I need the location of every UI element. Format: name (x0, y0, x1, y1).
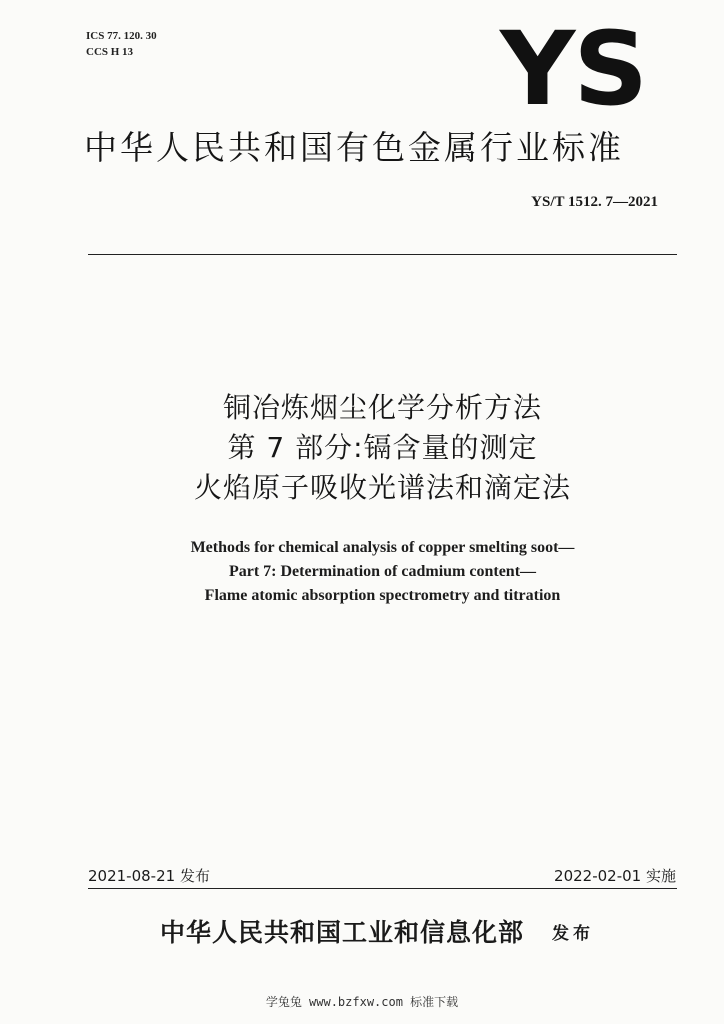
english-title-block (88, 536, 677, 608)
publisher-name: 中华人民共和国工业和信息化部 (160, 918, 525, 947)
english-title-line-3: Flame atomic absorption spectrometry and titration (204, 587, 561, 604)
classification-codes (86, 28, 157, 60)
standard-number: YS/T 1512. 7—2021 (531, 194, 658, 210)
bottom-divider (88, 888, 677, 889)
effective-date: 2022-02-01 实施 (554, 867, 676, 885)
issue-date: 2021-08-21 发布 (88, 867, 210, 885)
chinese-title-line-2: 第 7 部分:镉含量的测定 (227, 431, 538, 464)
english-title-line-1: Methods for chemical analysis of copper smelting soot— (190, 539, 575, 556)
chinese-title-block (88, 388, 677, 508)
industry-standard-title: 中华人民共和国有色金属行业标准 (84, 128, 624, 167)
download-footer: 学兔兔 www.bzfxw.com 标准下载 (265, 995, 459, 1009)
chinese-title-line-1: 铜冶炼烟尘化学分析方法 (222, 391, 542, 424)
top-divider (88, 254, 677, 255)
ys-logo: YS (500, 10, 647, 129)
publish-label: 发布 (552, 924, 594, 944)
chinese-title-line-3: 火焰原子吸收光谱法和滴定法 (193, 471, 571, 504)
english-title-line-2: Part 7: Determination of cadmium content— (228, 563, 537, 580)
ics-code: ICS 77. 120. 30 (86, 30, 157, 42)
ccs-code: CCS H 13 (86, 46, 134, 58)
